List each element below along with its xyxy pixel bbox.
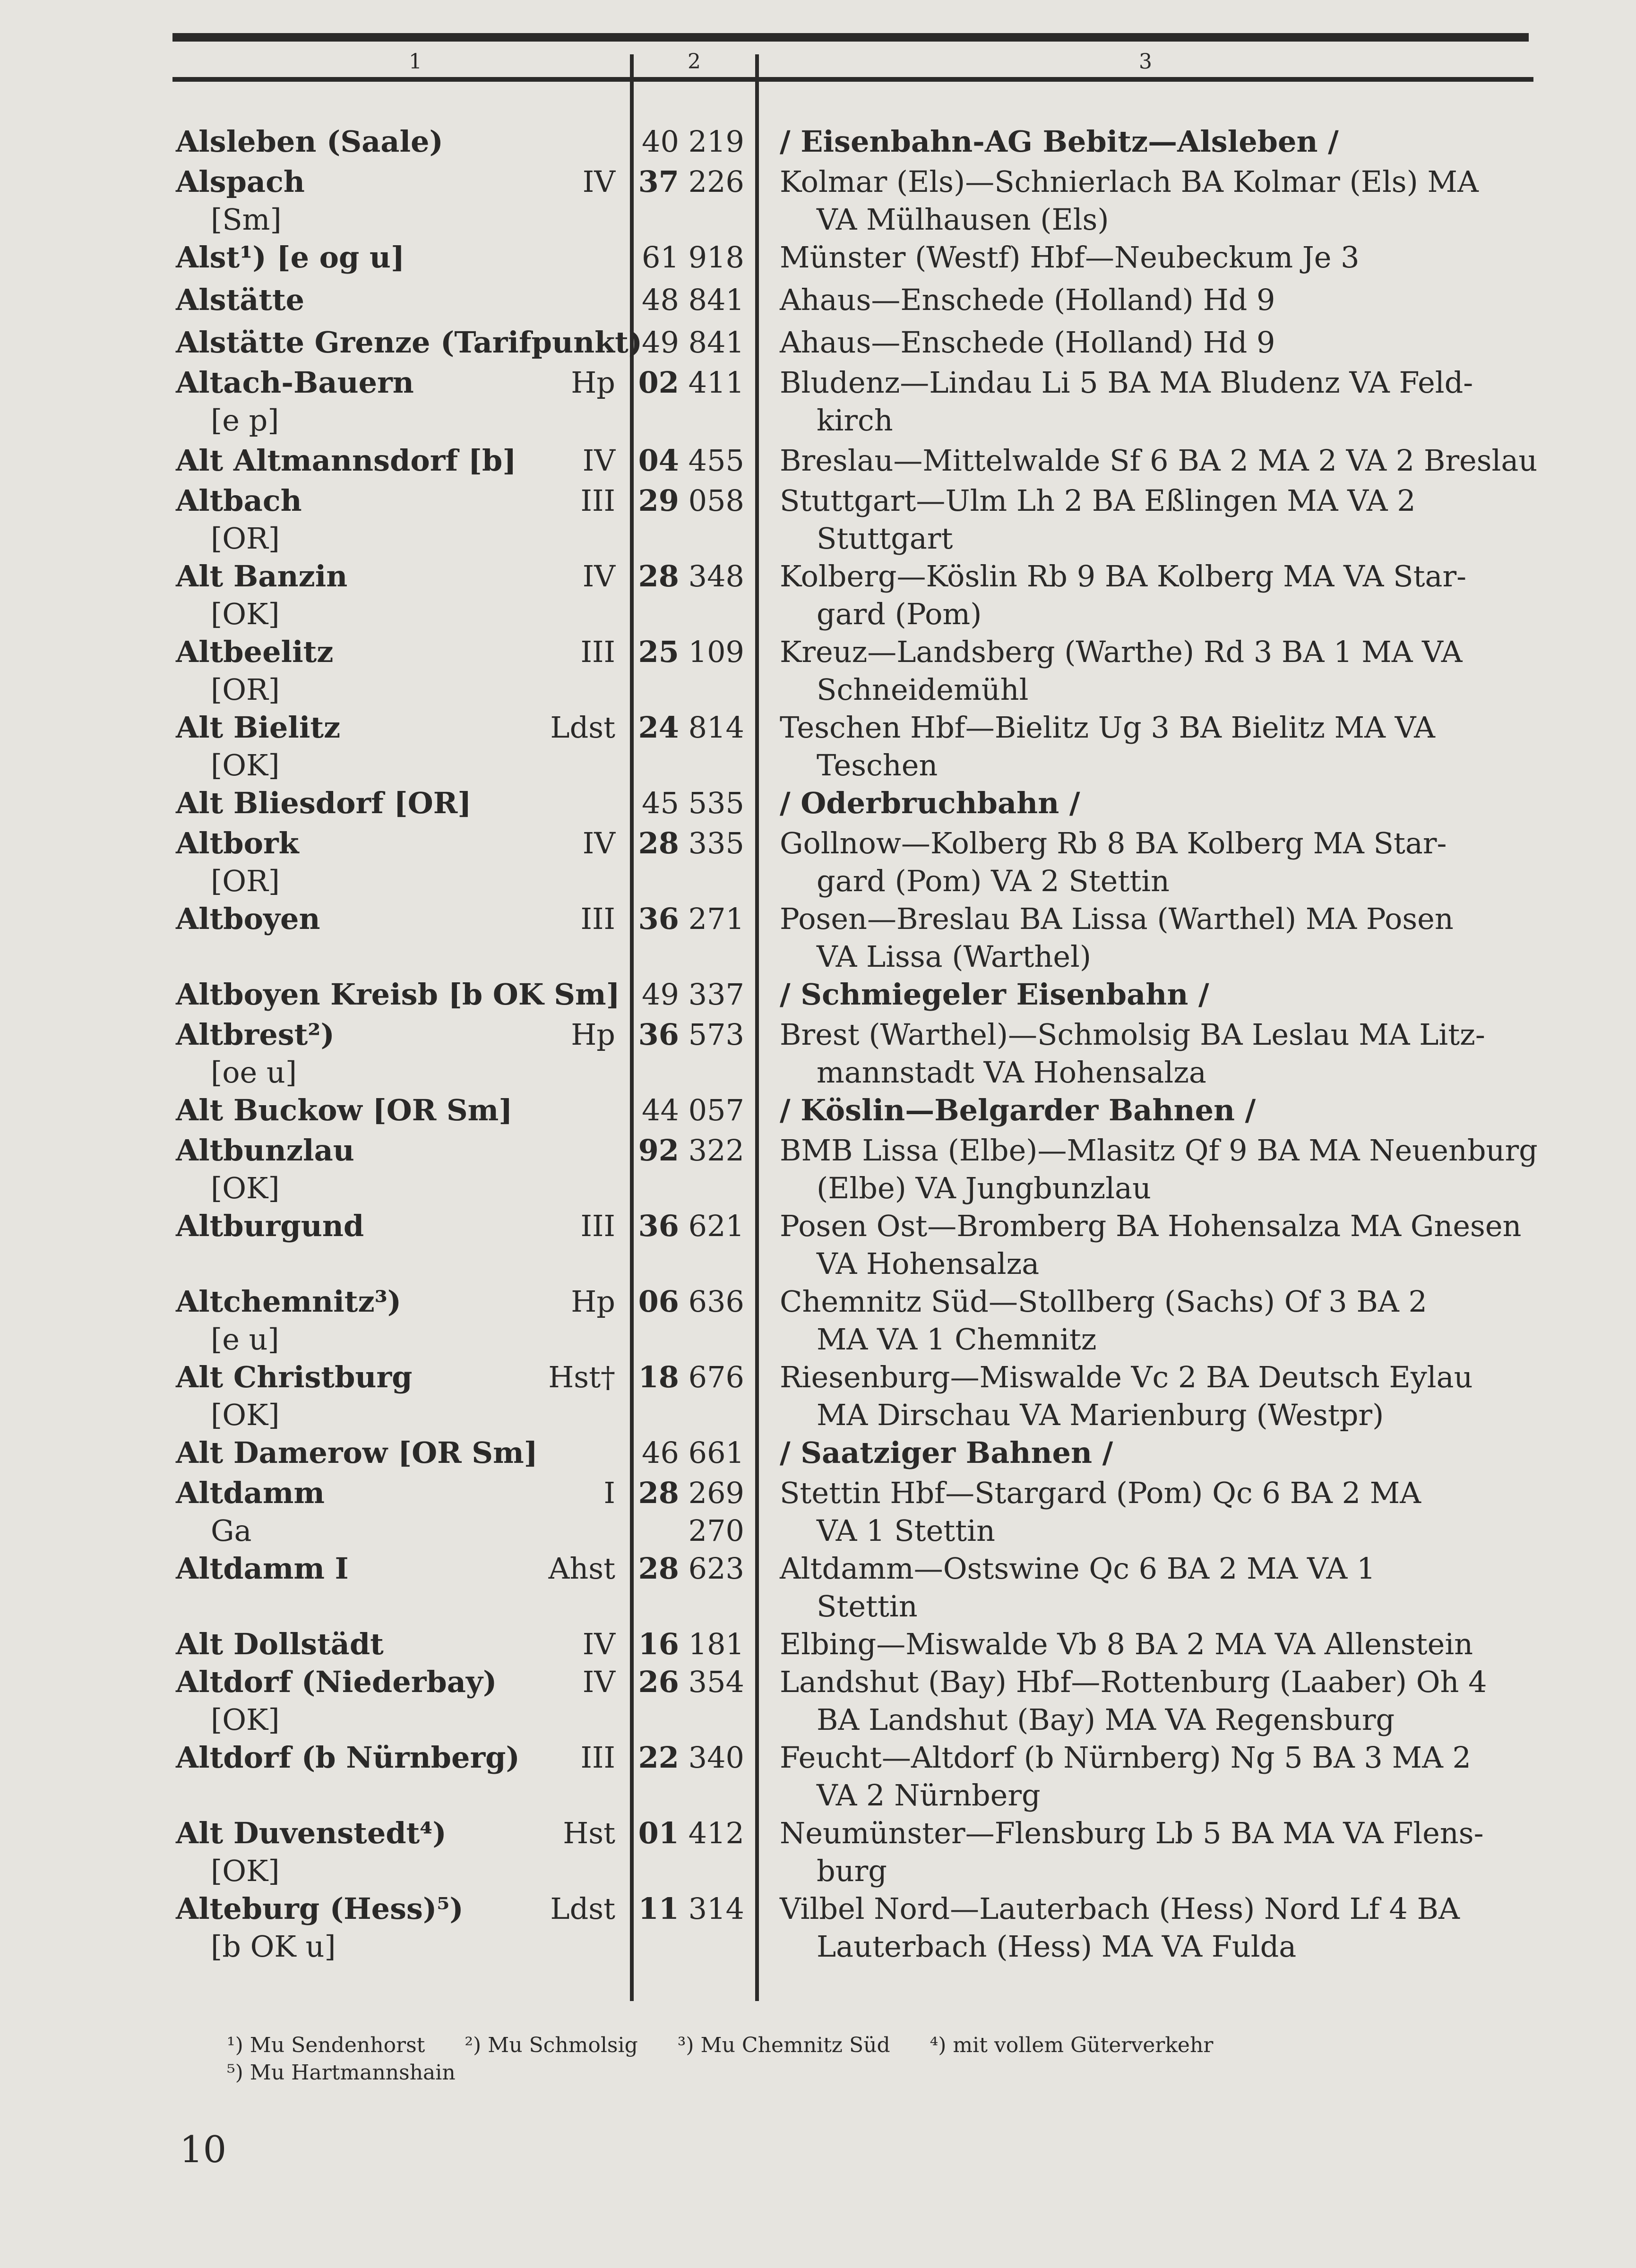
station-note: [OK] (211, 1398, 280, 1432)
station-cell (176, 482, 302, 558)
station-note: [b OK u] (211, 1929, 336, 1964)
station-class: IV (582, 1627, 615, 1661)
station-name: Alt Christburg (176, 1360, 413, 1394)
station-class: Hp (571, 365, 615, 400)
station-number-prefix: 18 (638, 1360, 679, 1394)
station-cell (176, 1207, 364, 1245)
route-description (780, 482, 1545, 558)
station-number-prefix: 06 (638, 1284, 679, 1319)
route-line-2: VA Lissa (Warthel) (817, 939, 1092, 974)
station-number-suffix: 335 (688, 826, 744, 860)
station-cell (176, 1358, 413, 1434)
station-class: Ldst (550, 710, 615, 745)
station-note: [OK] (211, 597, 280, 631)
station-cell (176, 1091, 513, 1129)
station-number-prefix: 26 (638, 1665, 679, 1699)
station-cell (176, 1132, 354, 1207)
table-row (0, 1814, 1636, 1890)
route-line-1: Landshut (Bay) Hbf—Rottenburg (Laaber) Oh 4 (780, 1665, 1487, 1699)
route-description (780, 324, 1545, 361)
station-cell (176, 784, 472, 822)
route-line-1: Stuttgart—Ulm Lh 2 BA Eßlingen MA VA 2 (780, 483, 1416, 518)
route-line-1: Elbing—Miswalde Vb 8 BA 2 MA VA Allenstein (780, 1627, 1473, 1661)
station-number-suffix: 841 (688, 325, 744, 360)
route-line-1: Stettin Hbf—Stargard (Pom) Qc 6 BA 2 MA (780, 1476, 1421, 1510)
station-number-suffix: 623 (688, 1551, 744, 1586)
station-note: [Sm] (211, 202, 282, 237)
station-number-prefix: 28 (638, 559, 679, 593)
station-number-prefix: 28 (638, 1476, 679, 1510)
table-row (0, 709, 1636, 784)
route-line-1: / Eisenbahn-AG Bebitz—Alsleben / (780, 124, 1339, 159)
station-number (638, 1283, 744, 1321)
station-number (638, 1358, 744, 1396)
station-name: Alt Bliesdorf [OR] (176, 786, 472, 820)
route-description (780, 558, 1545, 633)
page-number: 10 (180, 2129, 227, 2171)
station-number (642, 324, 744, 361)
table-row (0, 633, 1636, 709)
column-header-3: 3 (1139, 50, 1152, 74)
route-line-1: Vilbel Nord—Lauterbach (Hess) Nord Lf 4 BA (780, 1891, 1460, 1926)
station-number-prefix: 25 (638, 635, 679, 669)
station-number-suffix: 636 (688, 1284, 744, 1319)
route-line-2: VA Mülhausen (Els) (817, 202, 1109, 237)
station-note: [e u] (211, 1322, 279, 1357)
station-number-prefix: 36 (638, 902, 679, 936)
station-name: Altdamm I (176, 1551, 349, 1586)
table-row (0, 558, 1636, 633)
station-note: [oe u] (211, 1055, 297, 1090)
station-name: Altbunzlau (176, 1133, 354, 1168)
route-description (780, 1814, 1545, 1890)
station-class: III (580, 1209, 615, 1243)
route-line-2: (Elbe) VA Jungbunzlau (817, 1171, 1151, 1205)
station-number-prefix: 36 (638, 1017, 679, 1052)
station-number-suffix: 109 (688, 635, 744, 669)
top-rule (172, 33, 1529, 42)
station-name: Alt Bielitz (176, 710, 341, 745)
table-row (0, 1550, 1636, 1625)
route-line-2: BA Landshut (Bay) MA VA Regensburg (817, 1702, 1395, 1737)
station-number-suffix: 814 (688, 710, 744, 745)
route-description (780, 1016, 1545, 1091)
station-class: I (603, 1476, 615, 1510)
station-number (638, 1663, 744, 1701)
station-cell (176, 1434, 538, 1472)
route-description (780, 1890, 1545, 1966)
table-row (0, 1283, 1636, 1358)
route-description (780, 1207, 1545, 1283)
station-note: [OR] (211, 864, 280, 898)
route-line-2: Lauterbach (Hess) MA VA Fulda (817, 1929, 1297, 1964)
station-class: Hst† (548, 1360, 615, 1394)
station-name: Alstätte (176, 283, 305, 317)
station-number-prefix: 22 (638, 1740, 679, 1775)
route-line-2: gard (Pom) VA 2 Stettin (817, 864, 1170, 898)
header-rule (172, 77, 1533, 82)
station-name: Alstätte Grenze (Tarifpunkt) (176, 325, 643, 360)
station-cell (176, 123, 443, 161)
station-cell (176, 976, 620, 1014)
station-class: IV (582, 164, 615, 199)
station-class: IV (582, 559, 615, 593)
station-number-prefix: 24 (638, 710, 679, 745)
station-name: Altburgund (176, 1209, 364, 1243)
table-row (0, 364, 1636, 439)
station-number (642, 1091, 744, 1129)
station-name: Alteburg (Hess)⁵) (176, 1891, 464, 1926)
table-row (0, 163, 1636, 239)
station-cell (176, 281, 304, 319)
station-number (638, 442, 744, 480)
station-number (638, 163, 744, 201)
station-number-suffix: 269 (688, 1476, 744, 1510)
station-number-suffix: 354 (688, 1665, 744, 1699)
station-number (642, 239, 744, 276)
station-number-prefix: 02 (638, 365, 679, 400)
station-number-suffix: 411 (688, 365, 744, 400)
footnotes (227, 2032, 1246, 2087)
station-class: Hp (571, 1284, 615, 1319)
footnote-3: ³) Mu Chemnitz Süd (677, 2033, 890, 2057)
station-number-suffix: 841 (688, 283, 744, 317)
station-cell (176, 1283, 401, 1358)
route-description (780, 1091, 1545, 1129)
route-line-2: Stettin (817, 1589, 918, 1624)
station-class: III (580, 483, 615, 518)
station-number-prefix: 01 (638, 1816, 679, 1850)
station-number-suffix: 058 (688, 483, 744, 518)
station-cell (176, 1474, 325, 1550)
station-number-alt: 270 (688, 1513, 744, 1548)
station-cell (176, 1814, 447, 1890)
route-line-1: Brest (Warthel)—Schmolsig BA Leslau MA Litz- (780, 1017, 1485, 1052)
route-description (780, 633, 1545, 709)
station-cell (176, 709, 340, 784)
station-cell (176, 900, 320, 938)
table-row (0, 1739, 1636, 1814)
station-note: Ga (211, 1513, 252, 1548)
station-number-suffix: 412 (688, 1816, 744, 1850)
table-row (0, 1474, 1636, 1550)
station-class: Ldst (550, 1891, 615, 1926)
station-note: [OR] (211, 521, 280, 556)
station-class: Ahst (548, 1551, 615, 1586)
station-cell (176, 1625, 384, 1663)
route-line-2: mannstadt VA Hohensalza (817, 1055, 1206, 1090)
table-row (0, 1663, 1636, 1739)
route-line-1: Gollnow—Kolberg Rb 8 BA Kolberg MA Star- (780, 826, 1447, 860)
station-number (638, 1132, 744, 1169)
station-number-suffix: 676 (688, 1360, 744, 1394)
station-number (638, 1016, 744, 1054)
station-number (638, 1739, 744, 1777)
station-number (638, 709, 744, 747)
station-number-suffix: 455 (688, 443, 744, 478)
station-number-prefix: 49 (642, 977, 679, 1012)
route-description (780, 1739, 1545, 1814)
station-cell (176, 1663, 497, 1739)
station-name: Altbork (176, 826, 299, 860)
route-line-1: Altdamm—Ostswine Qc 6 BA 2 MA VA 1 (780, 1551, 1376, 1586)
route-line-2: Stuttgart (817, 521, 953, 556)
station-number-suffix: 573 (688, 1017, 744, 1052)
route-description (780, 1474, 1545, 1550)
station-note: [e p] (211, 403, 279, 438)
footnote-2: ²) Mu Schmolsig (465, 2033, 638, 2057)
route-description (780, 1550, 1545, 1625)
route-line-1: Münster (Westf) Hbf—Neubeckum Je 3 (780, 240, 1360, 275)
route-description (780, 825, 1545, 900)
station-note: [OK] (211, 1171, 280, 1205)
station-number (638, 558, 744, 595)
footnote-4: ⁴) mit vollem Güterverkehr (930, 2033, 1214, 2057)
station-name: Altach-Bauern (176, 365, 414, 400)
route-line-2: VA 1 Stettin (817, 1513, 995, 1548)
route-line-2: VA 2 Nürnberg (817, 1778, 1041, 1813)
station-name: Alst¹) [e og u] (176, 240, 405, 275)
station-number-suffix: 340 (688, 1740, 744, 1775)
route-line-1: Ahaus—Enschede (Holland) Hd 9 (780, 283, 1275, 317)
route-line-1: / Saatziger Bahnen / (780, 1435, 1113, 1470)
table-row (0, 482, 1636, 558)
station-number-prefix: 92 (638, 1133, 679, 1168)
station-cell (176, 825, 299, 900)
station-number-prefix: 48 (642, 283, 679, 317)
route-description (780, 364, 1545, 439)
station-number (638, 482, 744, 520)
station-number (642, 784, 744, 822)
station-name: Altbrest²) (176, 1017, 335, 1052)
route-description (780, 1358, 1545, 1434)
route-description (780, 239, 1545, 276)
route-line-2: VA Hohensalza (817, 1246, 1040, 1281)
route-line-1: Kolmar (Els)—Schnierlach BA Kolmar (Els) MA (780, 164, 1479, 199)
station-cell (176, 1016, 335, 1091)
station-name: Alt Banzin (176, 559, 348, 593)
station-name: Alt Damerow [OR Sm] (176, 1435, 538, 1470)
station-number (638, 633, 744, 671)
route-line-1: Posen Ost—Bromberg BA Hohensalza MA Gnesen (780, 1209, 1522, 1243)
station-number (642, 281, 744, 319)
route-line-2: MA VA 1 Chemnitz (817, 1322, 1097, 1357)
route-description (780, 1132, 1545, 1207)
route-line-1: Kolberg—Köslin Rb 9 BA Kolberg MA VA Star- (780, 559, 1467, 593)
station-class: III (580, 902, 615, 936)
station-number-suffix: 219 (688, 124, 744, 159)
route-description (780, 123, 1545, 161)
route-line-1: Kreuz—Landsberg (Warthe) Rd 3 BA 1 MA VA (780, 635, 1463, 669)
table-row (0, 1890, 1636, 1966)
route-line-1: Feucht—Altdorf (b Nürnberg) Ng 5 BA 3 MA 2 (780, 1740, 1471, 1775)
station-number-prefix: 45 (642, 786, 679, 820)
route-line-2: gard (Pom) (817, 597, 982, 631)
station-name: Alt Duvenstedt⁴) (176, 1816, 447, 1850)
station-number-suffix: 535 (688, 786, 744, 820)
footnote-1: ¹) Mu Sendenhorst (227, 2033, 425, 2057)
station-note: [OK] (211, 748, 280, 782)
route-line-2: burg (817, 1854, 887, 1888)
station-number-suffix: 621 (688, 1209, 744, 1243)
station-number-suffix: 057 (688, 1093, 744, 1127)
station-number (638, 1890, 744, 1928)
route-description (780, 281, 1545, 319)
station-class: IV (582, 443, 615, 478)
station-class: III (580, 635, 615, 669)
station-name: Altdorf (Niederbay) (176, 1665, 497, 1699)
table-row (0, 1207, 1636, 1283)
station-number-prefix: 37 (638, 164, 679, 199)
route-description (780, 442, 1545, 480)
station-number (638, 1814, 744, 1852)
route-description (780, 784, 1545, 822)
station-name: Altbach (176, 483, 302, 518)
station-number-suffix: 314 (688, 1891, 744, 1926)
station-number (642, 123, 744, 161)
station-cell (176, 1550, 349, 1588)
station-number-prefix: 40 (642, 124, 679, 159)
station-number (638, 900, 744, 938)
station-number-prefix: 28 (638, 1551, 679, 1586)
station-number-suffix: 348 (688, 559, 744, 593)
station-cell (176, 364, 414, 439)
station-cell (176, 239, 405, 276)
station-number-suffix: 322 (688, 1133, 744, 1168)
station-name: Alt Buckow [OR Sm] (176, 1093, 513, 1127)
table-row (0, 1132, 1636, 1207)
station-number-prefix: 16 (638, 1627, 679, 1661)
route-line-1: Posen—Breslau BA Lissa (Warthel) MA Posen (780, 902, 1454, 936)
table-row (0, 825, 1636, 900)
route-description (780, 976, 1545, 1014)
station-cell (176, 324, 642, 361)
route-line-1: Bludenz—Lindau Li 5 BA MA Bludenz VA Feld- (780, 365, 1473, 400)
route-line-1: Neumünster—Flensburg Lb 5 BA MA VA Flens- (780, 1816, 1484, 1850)
station-number-suffix: 337 (688, 977, 744, 1012)
station-number (642, 1434, 744, 1472)
station-number (642, 976, 744, 1014)
column-header-2: 2 (688, 50, 701, 74)
route-description (780, 1434, 1545, 1472)
station-number-suffix: 226 (688, 164, 744, 199)
station-number-prefix: 49 (642, 325, 679, 360)
station-name: Altdamm (176, 1476, 325, 1510)
station-note: [OK] (211, 1854, 280, 1888)
station-name: Alt Altmannsdorf [b] (176, 443, 517, 478)
route-line-1: Breslau—Mittelwalde Sf 6 BA 2 MA 2 VA 2 Breslau (780, 443, 1538, 478)
station-cell (176, 163, 305, 239)
station-number (638, 1474, 744, 1550)
station-name: Alsleben (Saale) (176, 124, 443, 159)
station-number-prefix: 04 (638, 443, 679, 478)
station-number (638, 1625, 744, 1663)
station-cell (176, 1739, 520, 1777)
route-line-1: / Schmiegeler Eisenbahn / (780, 977, 1209, 1012)
station-note: [OR] (211, 672, 280, 707)
route-line-1: Chemnitz Süd—Stollberg (Sachs) Of 3 BA 2 (780, 1284, 1427, 1319)
station-cell (176, 442, 517, 480)
column-header-1: 1 (409, 50, 422, 74)
station-number-prefix: 29 (638, 483, 679, 518)
station-number (638, 825, 744, 862)
route-line-1: BMB Lissa (Elbe)—Mlasitz Qf 9 BA MA Neuenburg (780, 1133, 1538, 1168)
station-name: Altboyen Kreisb [b OK Sm] (176, 977, 620, 1012)
route-description (780, 1283, 1545, 1358)
route-description (780, 163, 1545, 239)
table-row (0, 1358, 1636, 1434)
station-number-prefix: 44 (642, 1093, 679, 1127)
station-number (638, 364, 744, 402)
station-name: Alspach (176, 164, 305, 199)
route-line-2: Teschen (817, 748, 938, 782)
route-description (780, 1663, 1545, 1739)
station-cell (176, 558, 347, 633)
station-number-suffix: 271 (688, 902, 744, 936)
route-description (780, 900, 1545, 976)
station-name: Alt Dollstädt (176, 1627, 384, 1661)
station-note: [OK] (211, 1702, 280, 1737)
station-cell (176, 633, 334, 709)
table-row (0, 900, 1636, 976)
route-line-2: kirch (817, 403, 893, 438)
station-number-prefix: 28 (638, 826, 679, 860)
station-name: Altbeelitz (176, 635, 334, 669)
station-cell (176, 1890, 464, 1966)
station-number-prefix: 11 (638, 1891, 679, 1926)
route-line-1: Ahaus—Enschede (Holland) Hd 9 (780, 325, 1275, 360)
station-class: Hp (571, 1017, 615, 1052)
station-class: Hst (563, 1816, 615, 1850)
route-line-1: / Köslin—Belgarder Bahnen / (780, 1093, 1256, 1127)
station-number (638, 1550, 744, 1588)
route-description (780, 1625, 1545, 1663)
station-number-prefix: 61 (642, 240, 679, 275)
station-class: III (580, 1740, 615, 1775)
station-number-prefix: 46 (642, 1435, 679, 1470)
station-class: IV (582, 826, 615, 860)
route-description (780, 709, 1545, 784)
station-number-suffix: 918 (688, 240, 744, 275)
route-line-2: Schneidemühl (817, 672, 1029, 707)
route-line-2: MA Dirschau VA Marienburg (Westpr) (817, 1398, 1384, 1432)
route-line-1: Teschen Hbf—Bielitz Ug 3 BA Bielitz MA VA (780, 710, 1435, 745)
station-class: IV (582, 1665, 615, 1699)
station-name: Altboyen (176, 902, 320, 936)
table-row (0, 1016, 1636, 1091)
station-number (638, 1207, 744, 1245)
station-name: Altdorf (b Nürnberg) (176, 1740, 520, 1775)
station-number-suffix: 181 (688, 1627, 744, 1661)
station-number-prefix: 36 (638, 1209, 679, 1243)
station-number-suffix: 661 (688, 1435, 744, 1470)
footnote-5: ⁵) Mu Hartmannshain (227, 2061, 456, 2085)
station-name: Altchemnitz³) (176, 1284, 402, 1319)
route-line-1: Riesenburg—Miswalde Vc 2 BA Deutsch Eylau (780, 1360, 1473, 1394)
route-line-1: / Oderbruchbahn / (780, 786, 1080, 820)
